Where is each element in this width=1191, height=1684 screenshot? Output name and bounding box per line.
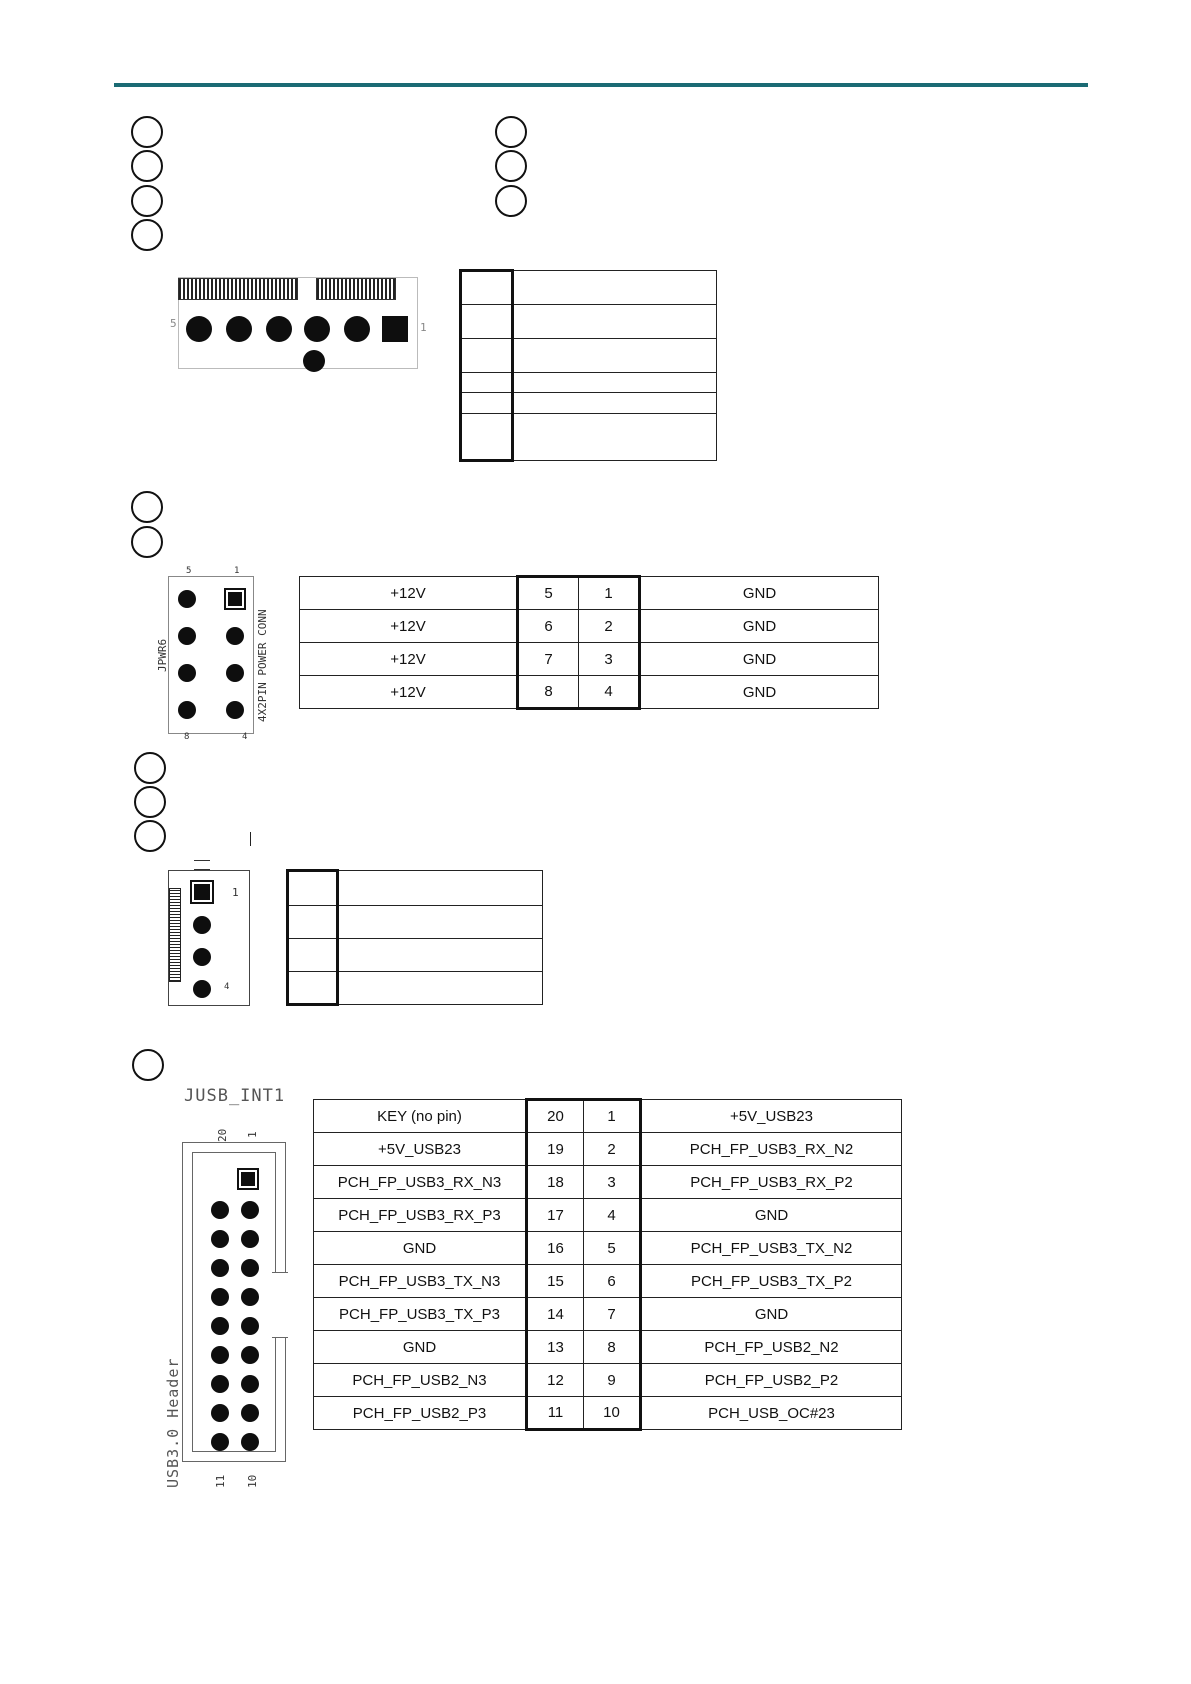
right-signal-cell: GND	[640, 676, 879, 709]
right-pin-cell: 4	[579, 676, 640, 709]
left-signal-cell: +12V	[300, 643, 518, 676]
pin-cell	[288, 939, 338, 972]
right-signal-cell: PCH_FP_USB2_N2	[641, 1331, 902, 1364]
fig2-pin	[226, 664, 244, 682]
table-row	[314, 1199, 902, 1232]
left-pin-cell: 13	[527, 1331, 584, 1364]
table-row	[300, 676, 879, 709]
fig2-pin1-square	[228, 592, 242, 606]
fig1-pin	[304, 316, 330, 342]
right-pin-cell: 8	[584, 1331, 641, 1364]
fig1-latch-left	[178, 278, 298, 300]
left-pin-cell: 17	[527, 1199, 584, 1232]
pin-cell	[461, 339, 513, 373]
callout-circle	[131, 491, 163, 523]
right-pin-cell: 3	[584, 1166, 641, 1199]
left-signal-cell: PCH_FP_USB2_P3	[314, 1397, 527, 1430]
fig4-pin	[241, 1375, 259, 1393]
pin-cell	[461, 271, 513, 305]
right-signal-cell: +5V_USB23	[641, 1100, 902, 1133]
signal-cell	[338, 939, 543, 972]
fig4-pin	[241, 1433, 259, 1451]
left-pin-cell: 5	[518, 577, 579, 610]
text-cursor-mark	[250, 832, 251, 846]
fig2-pin	[226, 627, 244, 645]
fig1-connector-drawing	[170, 275, 427, 375]
fig1-silk-pin5: 5	[170, 317, 177, 330]
fig4-pin	[241, 1317, 259, 1335]
fig2-silk-conn: 4X2PIN POWER CONN	[256, 609, 269, 722]
right-signal-cell: GND	[640, 577, 879, 610]
table-row	[314, 1133, 902, 1166]
signal-cell	[513, 305, 717, 339]
callout-circle	[495, 185, 527, 217]
callout-circle	[134, 752, 166, 784]
fig2-silk-pin5: 5	[186, 566, 192, 576]
fig1-latch-right	[316, 278, 396, 300]
callout-circle	[132, 1049, 164, 1081]
callout-circle	[131, 150, 163, 182]
pin-cell	[461, 414, 513, 461]
right-signal-cell: PCH_FP_USB3_RX_P2	[641, 1166, 902, 1199]
fig4-pin	[241, 1346, 259, 1364]
left-pin-cell: 8	[518, 676, 579, 709]
table-row	[314, 1397, 902, 1430]
fig2-silk-jpwr6: JPWR6	[156, 638, 169, 672]
left-signal-cell: +12V	[300, 676, 518, 709]
callout-circle	[131, 116, 163, 148]
right-signal-cell: PCH_FP_USB3_TX_P2	[641, 1265, 902, 1298]
fig2-connector-drawing	[148, 562, 268, 742]
callout-circle	[495, 150, 527, 182]
fig4-silk-pin1: 1	[246, 1131, 259, 1138]
fig2-pin	[178, 627, 196, 645]
pin-cell	[461, 373, 513, 393]
left-signal-cell: PCH_FP_USB2_N3	[314, 1364, 527, 1397]
signal-cell	[513, 414, 717, 461]
fig1-pin1-square	[382, 316, 408, 342]
right-pin-cell: 1	[584, 1100, 641, 1133]
fig3-pinout-table	[286, 869, 543, 1006]
left-pin-cell: 19	[527, 1133, 584, 1166]
right-pin-cell: 4	[584, 1199, 641, 1232]
ground-symbol	[194, 860, 210, 870]
callout-circle	[134, 820, 166, 852]
right-pin-cell: 7	[584, 1298, 641, 1331]
table-row	[314, 1232, 902, 1265]
fig2-pin	[226, 701, 244, 719]
fig3-connector-drawing	[160, 858, 260, 1008]
fig4-pinout-table	[313, 1098, 902, 1431]
right-signal-cell: GND	[641, 1298, 902, 1331]
left-pin-cell: 14	[527, 1298, 584, 1331]
right-pin-cell: 3	[579, 643, 640, 676]
fig4-pin	[241, 1201, 259, 1219]
fig3-silk-pin1: 1	[232, 886, 239, 899]
callout-circle	[131, 526, 163, 558]
fig1-pin	[344, 316, 370, 342]
fig4-pin1-square	[241, 1172, 255, 1186]
fig2-silk-pin1: 1	[234, 566, 240, 576]
callout-circle	[134, 786, 166, 818]
fig2-silk-pin8: 8	[184, 732, 190, 742]
fig4-pin	[211, 1404, 229, 1422]
pin-cell	[288, 906, 338, 939]
table-row	[314, 1364, 902, 1397]
left-signal-cell: KEY (no pin)	[314, 1100, 527, 1133]
right-signal-cell: GND	[640, 643, 879, 676]
table-row	[300, 643, 879, 676]
fig4-silk-pin10: 10	[246, 1474, 259, 1488]
right-pin-cell: 9	[584, 1364, 641, 1397]
fig1-silk-pin1: 1	[420, 321, 427, 334]
right-signal-cell: GND	[640, 610, 879, 643]
left-signal-cell: PCH_FP_USB3_RX_N3	[314, 1166, 527, 1199]
signal-cell	[513, 339, 717, 373]
left-pin-cell: 11	[527, 1397, 584, 1430]
left-signal-cell: +5V_USB23	[314, 1133, 527, 1166]
fig4-pin	[241, 1259, 259, 1277]
fig1-pin	[226, 316, 252, 342]
fig3-pin	[193, 948, 211, 966]
pin-cell	[288, 972, 338, 1005]
signal-cell	[513, 271, 717, 305]
signal-cell	[513, 373, 717, 393]
fig3-silk-pin4: 4	[224, 982, 230, 992]
fig4-pin	[211, 1375, 229, 1393]
left-signal-cell: GND	[314, 1232, 527, 1265]
fig3-pin	[193, 980, 211, 998]
table-row	[300, 610, 879, 643]
pin-cell	[461, 393, 513, 414]
pin-cell	[288, 871, 338, 906]
left-signal-cell: PCH_FP_USB3_TX_N3	[314, 1265, 527, 1298]
fig2-pin	[178, 701, 196, 719]
fig4-silk-pin11: 11	[214, 1474, 227, 1488]
right-pin-cell: 2	[579, 610, 640, 643]
fig4-pin	[241, 1288, 259, 1306]
right-signal-cell: PCH_FP_USB3_RX_N2	[641, 1133, 902, 1166]
signal-cell	[338, 972, 543, 1005]
right-pin-cell: 5	[584, 1232, 641, 1265]
left-signal-cell: GND	[314, 1331, 527, 1364]
fig4-connector-drawing	[160, 1086, 300, 1506]
fig4-pin	[211, 1346, 229, 1364]
fig1-center-pin	[303, 350, 325, 372]
fig3-pin1-square	[194, 884, 210, 900]
fig1-pin	[186, 316, 212, 342]
fig2-pinout-table	[299, 575, 879, 710]
fig1-pinout-table	[459, 269, 717, 462]
fig4-pin	[241, 1230, 259, 1248]
fig4-pin	[211, 1230, 229, 1248]
right-signal-cell: PCH_FP_USB3_TX_N2	[641, 1232, 902, 1265]
left-signal-cell: PCH_FP_USB3_RX_P3	[314, 1199, 527, 1232]
left-signal-cell: PCH_FP_USB3_TX_P3	[314, 1298, 527, 1331]
left-signal-cell: +12V	[300, 610, 518, 643]
signal-cell	[338, 906, 543, 939]
table-row	[314, 1298, 902, 1331]
right-signal-cell: GND	[641, 1199, 902, 1232]
callout-circle	[131, 219, 163, 251]
fig4-pin	[241, 1404, 259, 1422]
fig3-pin	[193, 916, 211, 934]
fig2-pin	[178, 590, 196, 608]
callout-circle	[131, 185, 163, 217]
right-pin-cell: 1	[579, 577, 640, 610]
left-pin-cell: 18	[527, 1166, 584, 1199]
left-signal-cell: +12V	[300, 577, 518, 610]
fig4-pin	[211, 1317, 229, 1335]
left-pin-cell: 15	[527, 1265, 584, 1298]
fig3-latch	[169, 888, 181, 982]
fig4-pin	[211, 1201, 229, 1219]
fig4-pin	[211, 1288, 229, 1306]
header-rule	[114, 83, 1088, 87]
fig4-silk-name: JUSB_INT1	[184, 1086, 286, 1106]
table-row	[314, 1331, 902, 1364]
fig4-inner-outline	[192, 1152, 276, 1452]
right-signal-cell: PCH_FP_USB2_P2	[641, 1364, 902, 1397]
fig4-silk-pin20: 20	[216, 1128, 229, 1142]
table-row	[300, 577, 879, 610]
fig2-silk-pin4: 4	[242, 732, 248, 742]
right-pin-cell: 6	[584, 1265, 641, 1298]
fig4-silk-header: USB3.0 Header	[164, 1357, 182, 1488]
right-pin-cell: 10	[584, 1397, 641, 1430]
table-row	[314, 1100, 902, 1133]
table-row	[314, 1166, 902, 1199]
callout-circle	[495, 116, 527, 148]
left-pin-cell: 12	[527, 1364, 584, 1397]
left-pin-cell: 16	[527, 1232, 584, 1265]
signal-cell	[513, 393, 717, 414]
fig1-pin	[266, 316, 292, 342]
right-signal-cell: PCH_USB_OC#23	[641, 1397, 902, 1430]
fig4-pin	[211, 1259, 229, 1277]
left-pin-cell: 6	[518, 610, 579, 643]
left-pin-cell: 20	[527, 1100, 584, 1133]
fig4-pin	[211, 1433, 229, 1451]
fig4-key-notch	[272, 1272, 288, 1338]
left-pin-cell: 7	[518, 643, 579, 676]
right-pin-cell: 2	[584, 1133, 641, 1166]
signal-cell	[338, 871, 543, 906]
fig2-pin	[178, 664, 196, 682]
pin-cell	[461, 305, 513, 339]
table-row	[314, 1265, 902, 1298]
